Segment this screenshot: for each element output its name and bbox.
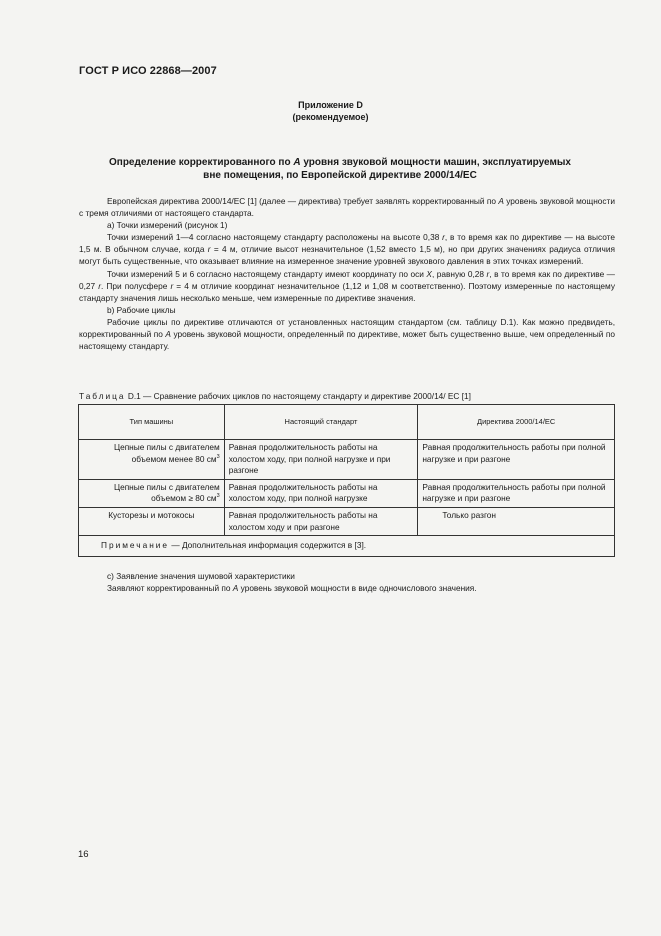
table-cell-standard: Равная продолжительность работы на холостом ходу, при полной нагрузке и при разгоне: [224, 440, 418, 480]
paragraph-declaration: Заявляют корректированный по А уровень звуковой мощности в виде одночислового значения.: [107, 583, 477, 594]
table-header-this-standard: Настоящий стандарт: [224, 405, 418, 440]
table-cell-machine: Кусторезы и мотокосы: [79, 507, 225, 535]
table-row: [79, 507, 615, 535]
table-header-directive: Директива 2000/14/ЕС: [418, 405, 615, 440]
paragraph-work-cycles: Рабочие циклы по директиве отличаются от установленных настоящим стандартом (см. таблицу D.1). Как можно предвидеть, корректированный по А уровень звуковой мощности, определенный по директиве, может быть существенно выше, чем определенный по настоящему стандарту.: [79, 316, 615, 352]
page-number: 16: [78, 849, 89, 860]
annex-heading: [0, 99, 661, 123]
list-item-b: b) Рабочие циклы: [107, 304, 176, 315]
table-header-row: [79, 405, 615, 440]
table-cell-directive: Равная продолжительность работы при полной нагрузке и при разгоне: [418, 479, 615, 507]
table-row: [79, 440, 615, 480]
list-item-c: c) Заявление значения шумовой характеристики: [107, 571, 295, 581]
table-note: Примечание — Дополнительная информация содержится в [3].: [79, 536, 615, 557]
table-note-row: [79, 536, 615, 557]
table-cell-machine: Цепные пилы с двигателем объемом менее 80 $см^3$: [79, 440, 225, 480]
table-caption: Таблица D.1 — Сравнение рабочих циклов по настоящему стандарту и директиве 2000/14/ ЕС [1]: [79, 391, 471, 401]
section-title-line-2: вне помещения, по Европейской директиве 2000/14/ЕС: [203, 170, 477, 181]
closing-text: [79, 570, 615, 594]
paragraph-measurement-points-1-4: Точки измерений 1—4 согласно настоящему стандарту расположены на высоте 0,38 r, в то время как по директиве — на высоте 1,5 м. В обычном случае, когда r = 4 м, отличие высот незначительное (1,52 вместо 1,5 м), но при других значениях радиуса отличия могут быть существенные, что оказывает влияние на измеренное значение уровней звукового давления в этих точках измерений.: [79, 232, 615, 267]
table-cell-directive: Только разгон: [418, 507, 615, 535]
paragraph-directive-intro: Европейская директива 2000/14/ЕС [1] (далее — директива) требует заявлять корректированный по А уровень звуковой мощности с тремя отличиями от настоящего стандарта.: [79, 196, 615, 219]
section-title-line-1: Определение корректированного по А уровня звуковой мощности машин, эксплуатируемых: [109, 157, 571, 168]
table-row: [79, 479, 615, 507]
list-item-a: a) Точки измерений (рисунок 1): [107, 220, 228, 231]
document-code: ГОСТ Р ИСО 22868—2007: [79, 65, 217, 77]
paragraph-measurement-points-5-6: Точки измерений 5 и 6 согласно настоящему стандарту имеют координату по оси X, равную 0,28 r, в то время как по директиве — 0,27 r. При полусфере r = 4 м отличие координат незначительное (1,12 и 1,08 м соответственно). Поэтому измеренные по настоящему стандарту значения лишь несколько меньше, чем измеренные по директиве значения.: [79, 268, 615, 303]
table-cell-machine: Цепные пилы с двигателем объемом ≥ 80 $см^3$: [79, 479, 225, 507]
table-cell-directive: Равная продолжительность работы при полной нагрузке и при разгоне: [418, 440, 615, 480]
body-text: [79, 195, 615, 352]
annex-title: Приложение D: [298, 100, 363, 110]
table-cell-standard: Равная продолжительность работы на холостом ходу и при разгоне: [224, 507, 418, 535]
table-cell-standard: Равная продолжительность работы на холостом ходу, при полной нагрузке: [224, 479, 418, 507]
work-cycles-table: [78, 404, 615, 557]
table-header-machine-type: Тип машины: [79, 405, 225, 440]
annex-status: (рекомендуемое): [292, 112, 369, 122]
section-title: [70, 156, 610, 182]
